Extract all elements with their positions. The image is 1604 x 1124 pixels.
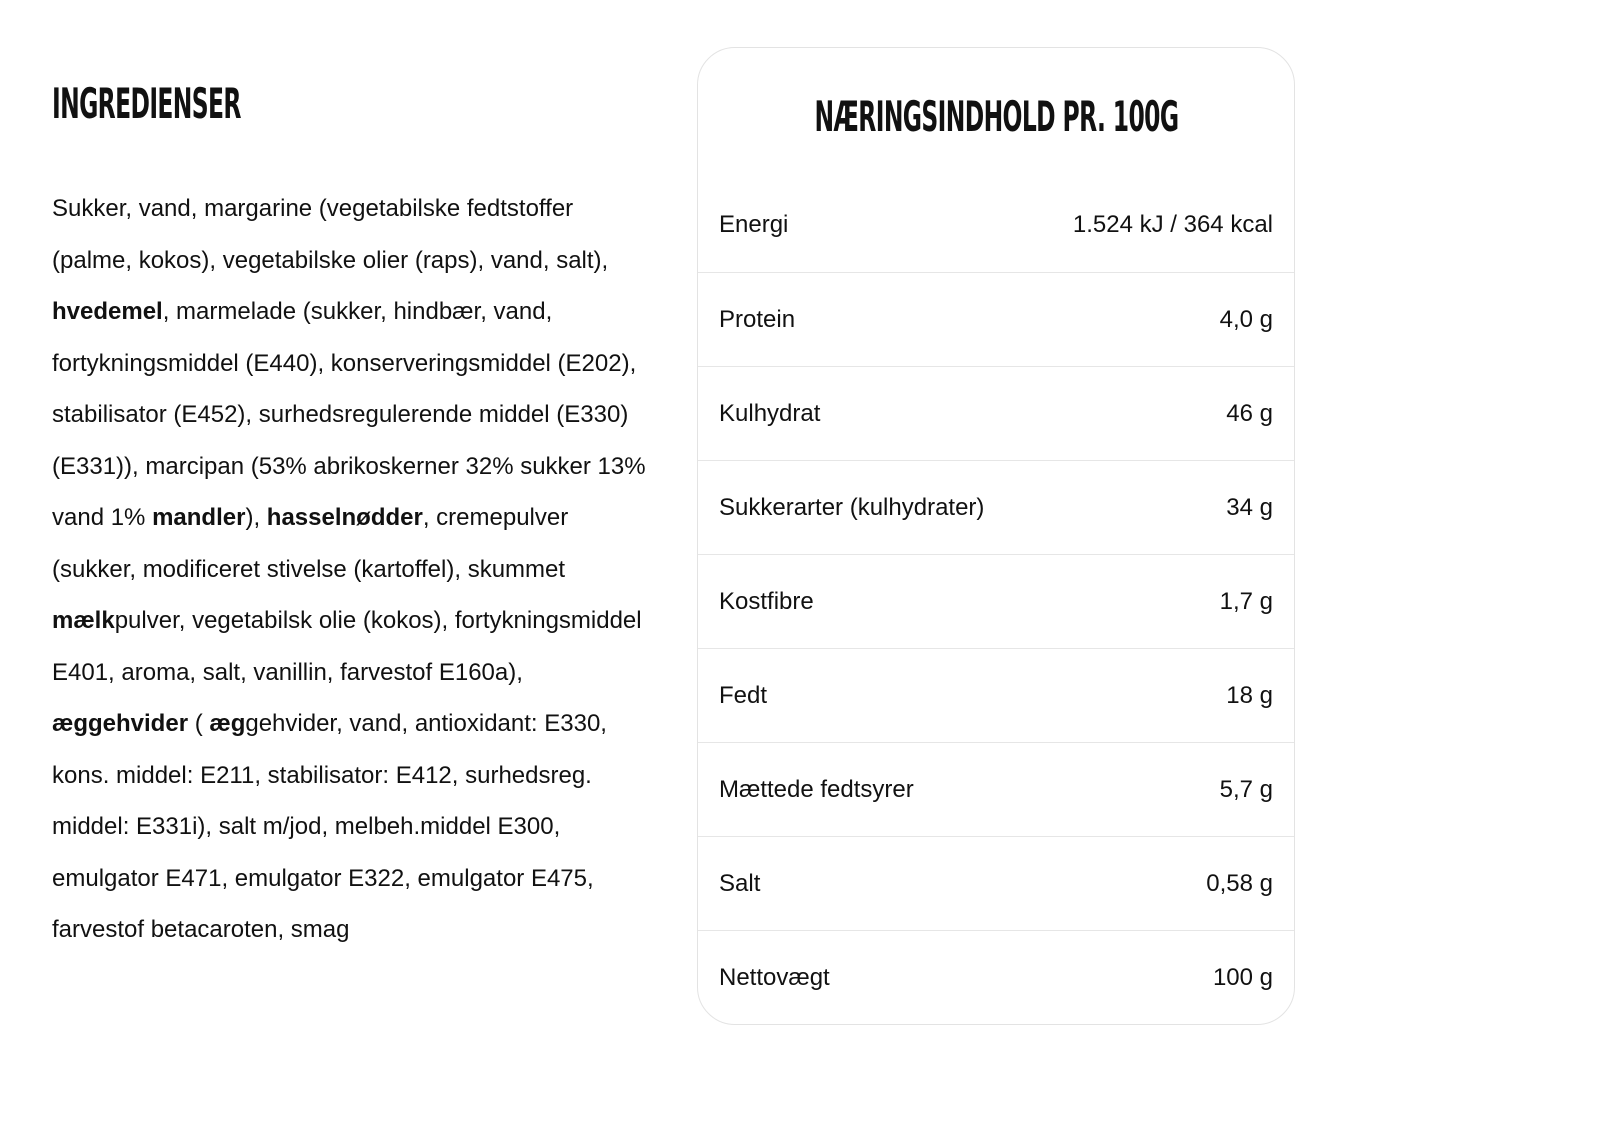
allergen-highlight: æg	[209, 710, 246, 737]
nutrition-title: NÆRINGSINDHOLD PR. 100G	[814, 92, 1178, 141]
nutrition-value: 5,7 g	[1219, 775, 1273, 803]
ingredient-segment: , marmelade (sukker, hindbær, vand, fortykningsmiddel (E440), konserveringsmiddel (E202), stabilisator (E452), surhedsregulerende middel (E330) (E331)), marcipan (53% abrikoskerner 32% sukker 13% vand 1%	[52, 298, 646, 531]
nutrition-row-energi	[698, 178, 1294, 272]
nutrition-row-sukkerarter	[698, 460, 1294, 554]
allergen-highlight: hvedemel	[52, 298, 163, 325]
nutrition-row-nettovaegt	[698, 930, 1294, 1024]
ingredient-segment: Sukker, vand, margarine (vegetabilske fedtstoffer (palme, kokos), vegetabilske olier (raps), vand, salt),	[52, 195, 609, 274]
nutrition-value: 1,7 g	[1219, 587, 1273, 615]
allergen-highlight: mandler	[152, 504, 246, 531]
ingredient-segment: (	[188, 710, 210, 737]
ingredient-segment: pulver, vegetabilsk olie (kokos), fortykningsmiddel E401, aroma, salt, vanillin, farvestof E160a),	[52, 607, 642, 686]
nutrition-label: Nettovægt	[719, 963, 830, 991]
nutrition-value: 100 g	[1212, 963, 1273, 991]
nutrition-label: Kostfibre	[719, 587, 814, 615]
nutrition-row-maettede-fedtsyrer	[698, 742, 1294, 836]
nutrition-label: Salt	[719, 869, 761, 897]
ingredients-section	[52, 78, 652, 980]
nutrition-row-kostfibre	[698, 554, 1294, 648]
nutrition-row-kulhydrat	[698, 366, 1294, 460]
nutrition-row-protein	[698, 272, 1294, 366]
nutrition-value: 46 g	[1226, 399, 1273, 427]
ingredients-text	[52, 183, 652, 956]
ingredient-segment: ),	[245, 504, 267, 531]
allergen-highlight: hasselnødder	[266, 504, 423, 531]
nutrition-label: Sukkerarter (kulhydrater)	[719, 493, 985, 521]
nutrition-label: Kulhydrat	[719, 399, 821, 427]
nutrition-value: 4,0 g	[1219, 305, 1273, 333]
nutrition-value: 0,58 g	[1206, 869, 1273, 897]
nutrition-value: 18 g	[1226, 681, 1273, 709]
nutrition-row-fedt	[698, 648, 1294, 742]
nutrition-label: Fedt	[719, 681, 768, 709]
ingredients-title: INGREDIENSER	[52, 79, 241, 128]
nutrition-row-salt	[698, 836, 1294, 930]
allergen-highlight: æggehvider	[52, 710, 189, 737]
nutrition-label: Protein	[719, 305, 796, 333]
allergen-highlight: mælk	[52, 607, 115, 634]
nutrition-card	[697, 47, 1295, 1025]
nutrition-header	[698, 48, 1294, 178]
nutrition-label: Mættede fedtsyrer	[719, 775, 914, 803]
nutrition-value: 1.524 kJ / 364 kcal	[1072, 211, 1273, 238]
nutrition-value: 34 g	[1226, 493, 1273, 521]
ingredient-segment: gehvider, vand, antioxidant: E330, kons. middel: E211, stabilisator: E412, surhedsreg. middel: E331i), salt m/jod, melbeh.middel E300, emulgator E471, emulgator E322, emulgator E475, farvestof betacaroten, smag	[52, 710, 607, 943]
ingredient-segment: , cremepulver (sukker, modificeret stivelse (kartoffel), skummet	[52, 504, 569, 583]
nutrition-label: Energi	[719, 211, 789, 238]
